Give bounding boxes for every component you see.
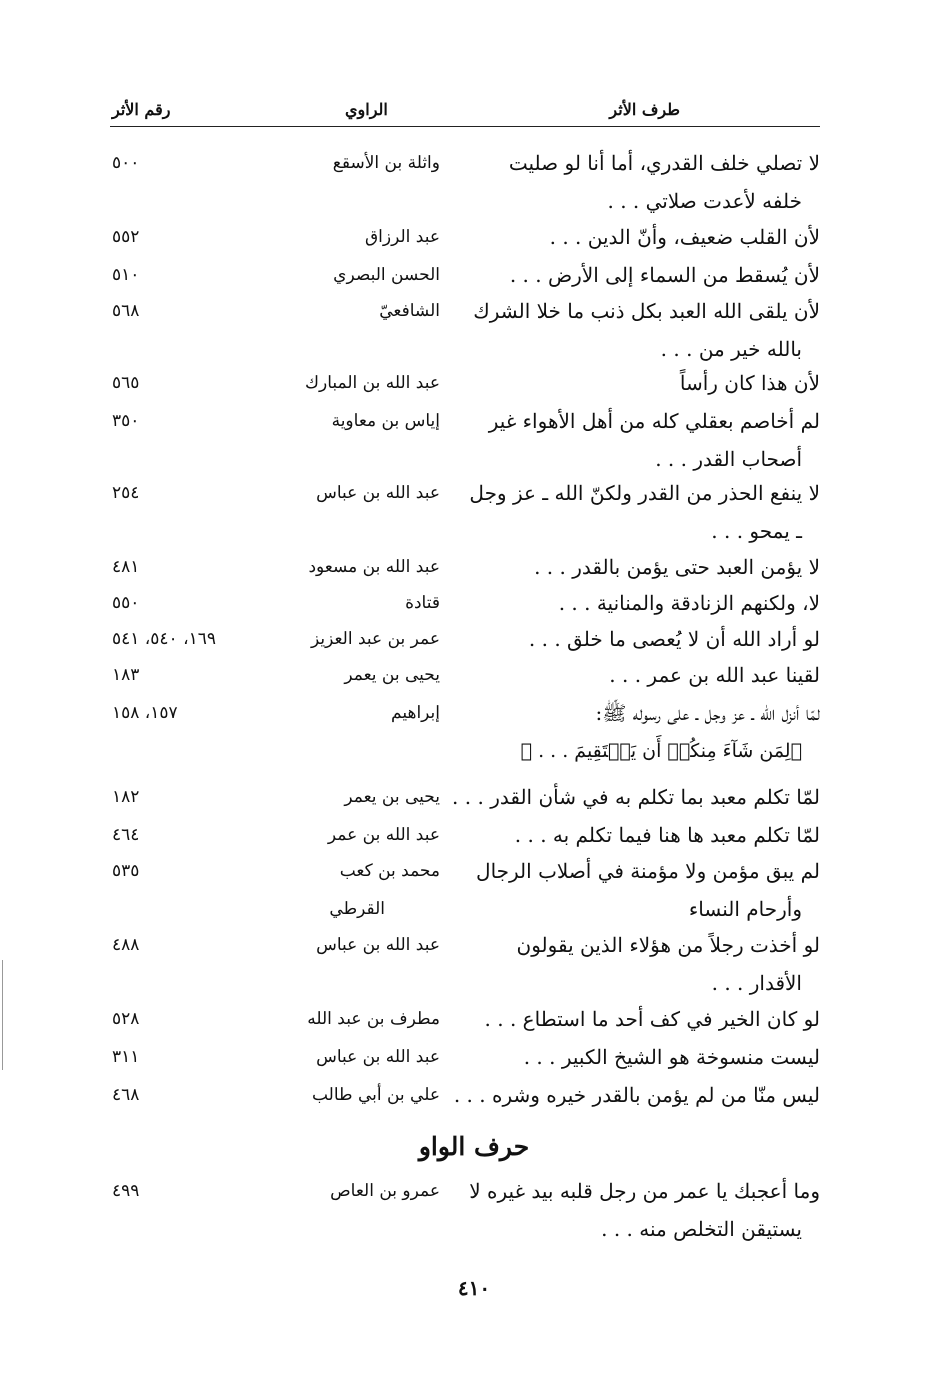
- entry-text: [460, 218, 820, 256]
- entry-text-line: وما أعجبك يا عمر من رجل قلبه بيد غيره لا: [469, 1179, 820, 1203]
- header-number-column: رقم الأثر: [112, 100, 171, 119]
- entry-narrator-line: عبد الله بن عباس: [316, 1047, 440, 1067]
- entry-text-line: ليست منسوخة هو الشيخ الكبير . . .: [523, 1045, 820, 1069]
- entry-number: ١٨٣: [112, 665, 140, 685]
- entry-number: ٥٥٠: [112, 593, 140, 613]
- entry-number: ٣١١: [112, 1047, 140, 1067]
- entry-number: ٤٦٤: [112, 825, 140, 845]
- entry-narrator-line: محمد بن كعب: [339, 861, 440, 881]
- entry-number: ٤٩٩: [112, 1181, 140, 1201]
- entry-text-line: لأن القلب ضعيف، وأنّ الدين . . .: [549, 225, 820, 249]
- entry-narrator-line: عبد الله بن عباس: [316, 935, 440, 955]
- entry-number: ٥٥٢: [112, 227, 140, 247]
- entry-number: ٥٣٥: [112, 861, 140, 881]
- entry-text-line: لم أخاصم بعقلي كله من أهل الأهواء غير: [488, 409, 820, 433]
- entry-number: ١٦٩، ٥٤٠، ٥٤١: [112, 629, 216, 649]
- entry-text-line: لو أراد الله أن لا يُعصى ما خلق . . .: [528, 627, 820, 651]
- header-narrator-column: الراوي: [345, 100, 388, 119]
- entry-number: ٥١٠: [112, 265, 140, 285]
- entry-narrator-line: إبراهيم: [391, 703, 440, 723]
- entry-text: [460, 548, 820, 586]
- entry-narrator-line: عمر بن عبد العزيز: [310, 629, 440, 649]
- page-edge-mark: [2, 960, 3, 1070]
- entry-text-line: لا ينفع الحذر من القدر ولكنّ الله ـ عز وجل: [469, 481, 820, 505]
- entry-text-continuation: ﴿لِمَن شَآءَ مِنكُمۡ أَن يَسۡتَقِيمَ . . . ﴾: [520, 740, 802, 762]
- entry-text: [460, 1038, 820, 1076]
- section-title: حرف الواو: [418, 1132, 530, 1161]
- page-number: ٤١٠: [457, 1276, 491, 1300]
- entry-text: [460, 256, 820, 294]
- entry-narrator-continuation: القرطي: [329, 899, 385, 919]
- entry-text-line: لا، ولكنهم الزنادقة والمنانية . . .: [558, 591, 820, 615]
- entry-number: ٥٦٥: [112, 373, 140, 393]
- entry-narrator-line: مطرف بن عبد الله: [307, 1009, 440, 1029]
- entry-text: [460, 816, 820, 854]
- entry-narrator-line: واثلة بن الأسقع: [332, 153, 440, 173]
- entry-text-continuation: ـ يمحو . . .: [711, 519, 802, 543]
- header-divider: [110, 126, 820, 127]
- entry-text-continuation: الأقدار . . .: [711, 971, 802, 995]
- entry-narrator-line: الشافعيّ: [379, 301, 440, 321]
- entry-narrator-line: يحيى بن يعمر: [344, 787, 440, 807]
- entry-number: ٣٥٠: [112, 411, 140, 431]
- entry-text-line: لقينا عبد الله بن عمر . . .: [609, 663, 820, 687]
- entry-text: [453, 1076, 820, 1114]
- entry-narrator-line: قتادة: [405, 593, 440, 613]
- entry-text: [460, 364, 820, 402]
- entry-text-continuation: خلفه لأعدت صلاتي . . .: [607, 189, 802, 213]
- entry-number: ١٥٧، ١٥٨: [112, 703, 178, 723]
- entry-number: ٢٥٤: [112, 483, 140, 503]
- entry-number: ٥٢٨: [112, 1009, 140, 1029]
- entry-text: [460, 1000, 820, 1038]
- entry-number: ٤٨١: [112, 557, 140, 577]
- entry-text-continuation: بالله خير من . . .: [660, 337, 802, 361]
- entry-narrator-line: عبد الله بن مسعود: [308, 557, 440, 577]
- entry-narrator-line: الحسن البصري: [333, 265, 440, 285]
- entry-text-line: لمّا تكلم معبد ها هنا فيما تكلم به . . .: [514, 823, 820, 847]
- entry-text-line: لو أخذت رجلاً من هؤلاء الذين يقولون: [516, 933, 820, 957]
- entry-text: [452, 778, 820, 816]
- header-text-column: طرف الأثر: [609, 100, 680, 119]
- entry-text-line: لم يبق مؤمن ولا مؤمنة في أصلاب الرجال: [476, 859, 820, 883]
- entry-narrator-line: عبد الله بن عباس: [316, 483, 440, 503]
- entry-text: [460, 694, 820, 770]
- entry-number: ٤٨٨: [112, 935, 140, 955]
- entry-text-continuation: وأرحام النساء: [688, 897, 802, 921]
- entry-narrator-line: عبد الله بن عمر: [327, 825, 440, 845]
- entry-text-line: لمّا أنزل الله ـ عز وجل ـ على رسوله ﷺ:: [595, 701, 820, 725]
- entry-text: [460, 1172, 820, 1248]
- entry-text: [460, 474, 820, 550]
- entry-number: ٤٦٨: [112, 1085, 140, 1105]
- entry-narrator-line: عمرو بن العاص: [330, 1181, 440, 1201]
- entry-narrator-line: عبد الله بن المبارك: [305, 373, 440, 393]
- entry-text: [460, 584, 820, 622]
- entry-text: [460, 852, 820, 928]
- entry-text-line: لمّا تكلم معبد بما تكلم به في شأن القدر . . .: [452, 785, 820, 809]
- entry-text: [460, 292, 820, 368]
- entry-narrator-line: يحيى بن يعمر: [344, 665, 440, 685]
- entry-text-line: لأن يلقى الله العبد بكل ذنب ما خلا الشرك: [473, 299, 820, 323]
- entry-number: ٥٠٠: [112, 153, 140, 173]
- entry-text-line: لا يؤمن العبد حتى يؤمن بالقدر . . .: [534, 555, 820, 579]
- entry-text-line: لأن هذا كان رأساً: [679, 371, 820, 395]
- entry-text-line: لا تصلي خلف القدري، أما أنا لو صليت: [508, 151, 820, 175]
- entry-text: [460, 656, 820, 694]
- entry-text-line: ليس منّا من لم يؤمن بالقدر خيره وشره . . .: [453, 1083, 820, 1107]
- entry-text-continuation: يستيقن التخلص منه . . .: [601, 1217, 802, 1241]
- entry-text: [460, 144, 820, 220]
- entry-narrator-line: علي بن أبي طالب: [311, 1085, 440, 1105]
- entry-text-line: لأن يُسقط من السماء إلى الأرض . . .: [509, 263, 820, 287]
- entry-text-continuation: أصحاب القدر . . .: [655, 447, 802, 471]
- entry-text-line: لو كان الخير في كف أحد ما استطاع . . .: [484, 1007, 820, 1031]
- entry-number: ١٨٢: [112, 787, 140, 807]
- entry-text: [460, 620, 820, 658]
- entry-text: [460, 402, 820, 478]
- entry-narrator-line: عبد الرزاق: [364, 227, 440, 247]
- entry-narrator-line: إياس بن معاوية: [331, 411, 440, 431]
- entry-text: [460, 926, 820, 1002]
- entry-number: ٥٦٨: [112, 301, 140, 321]
